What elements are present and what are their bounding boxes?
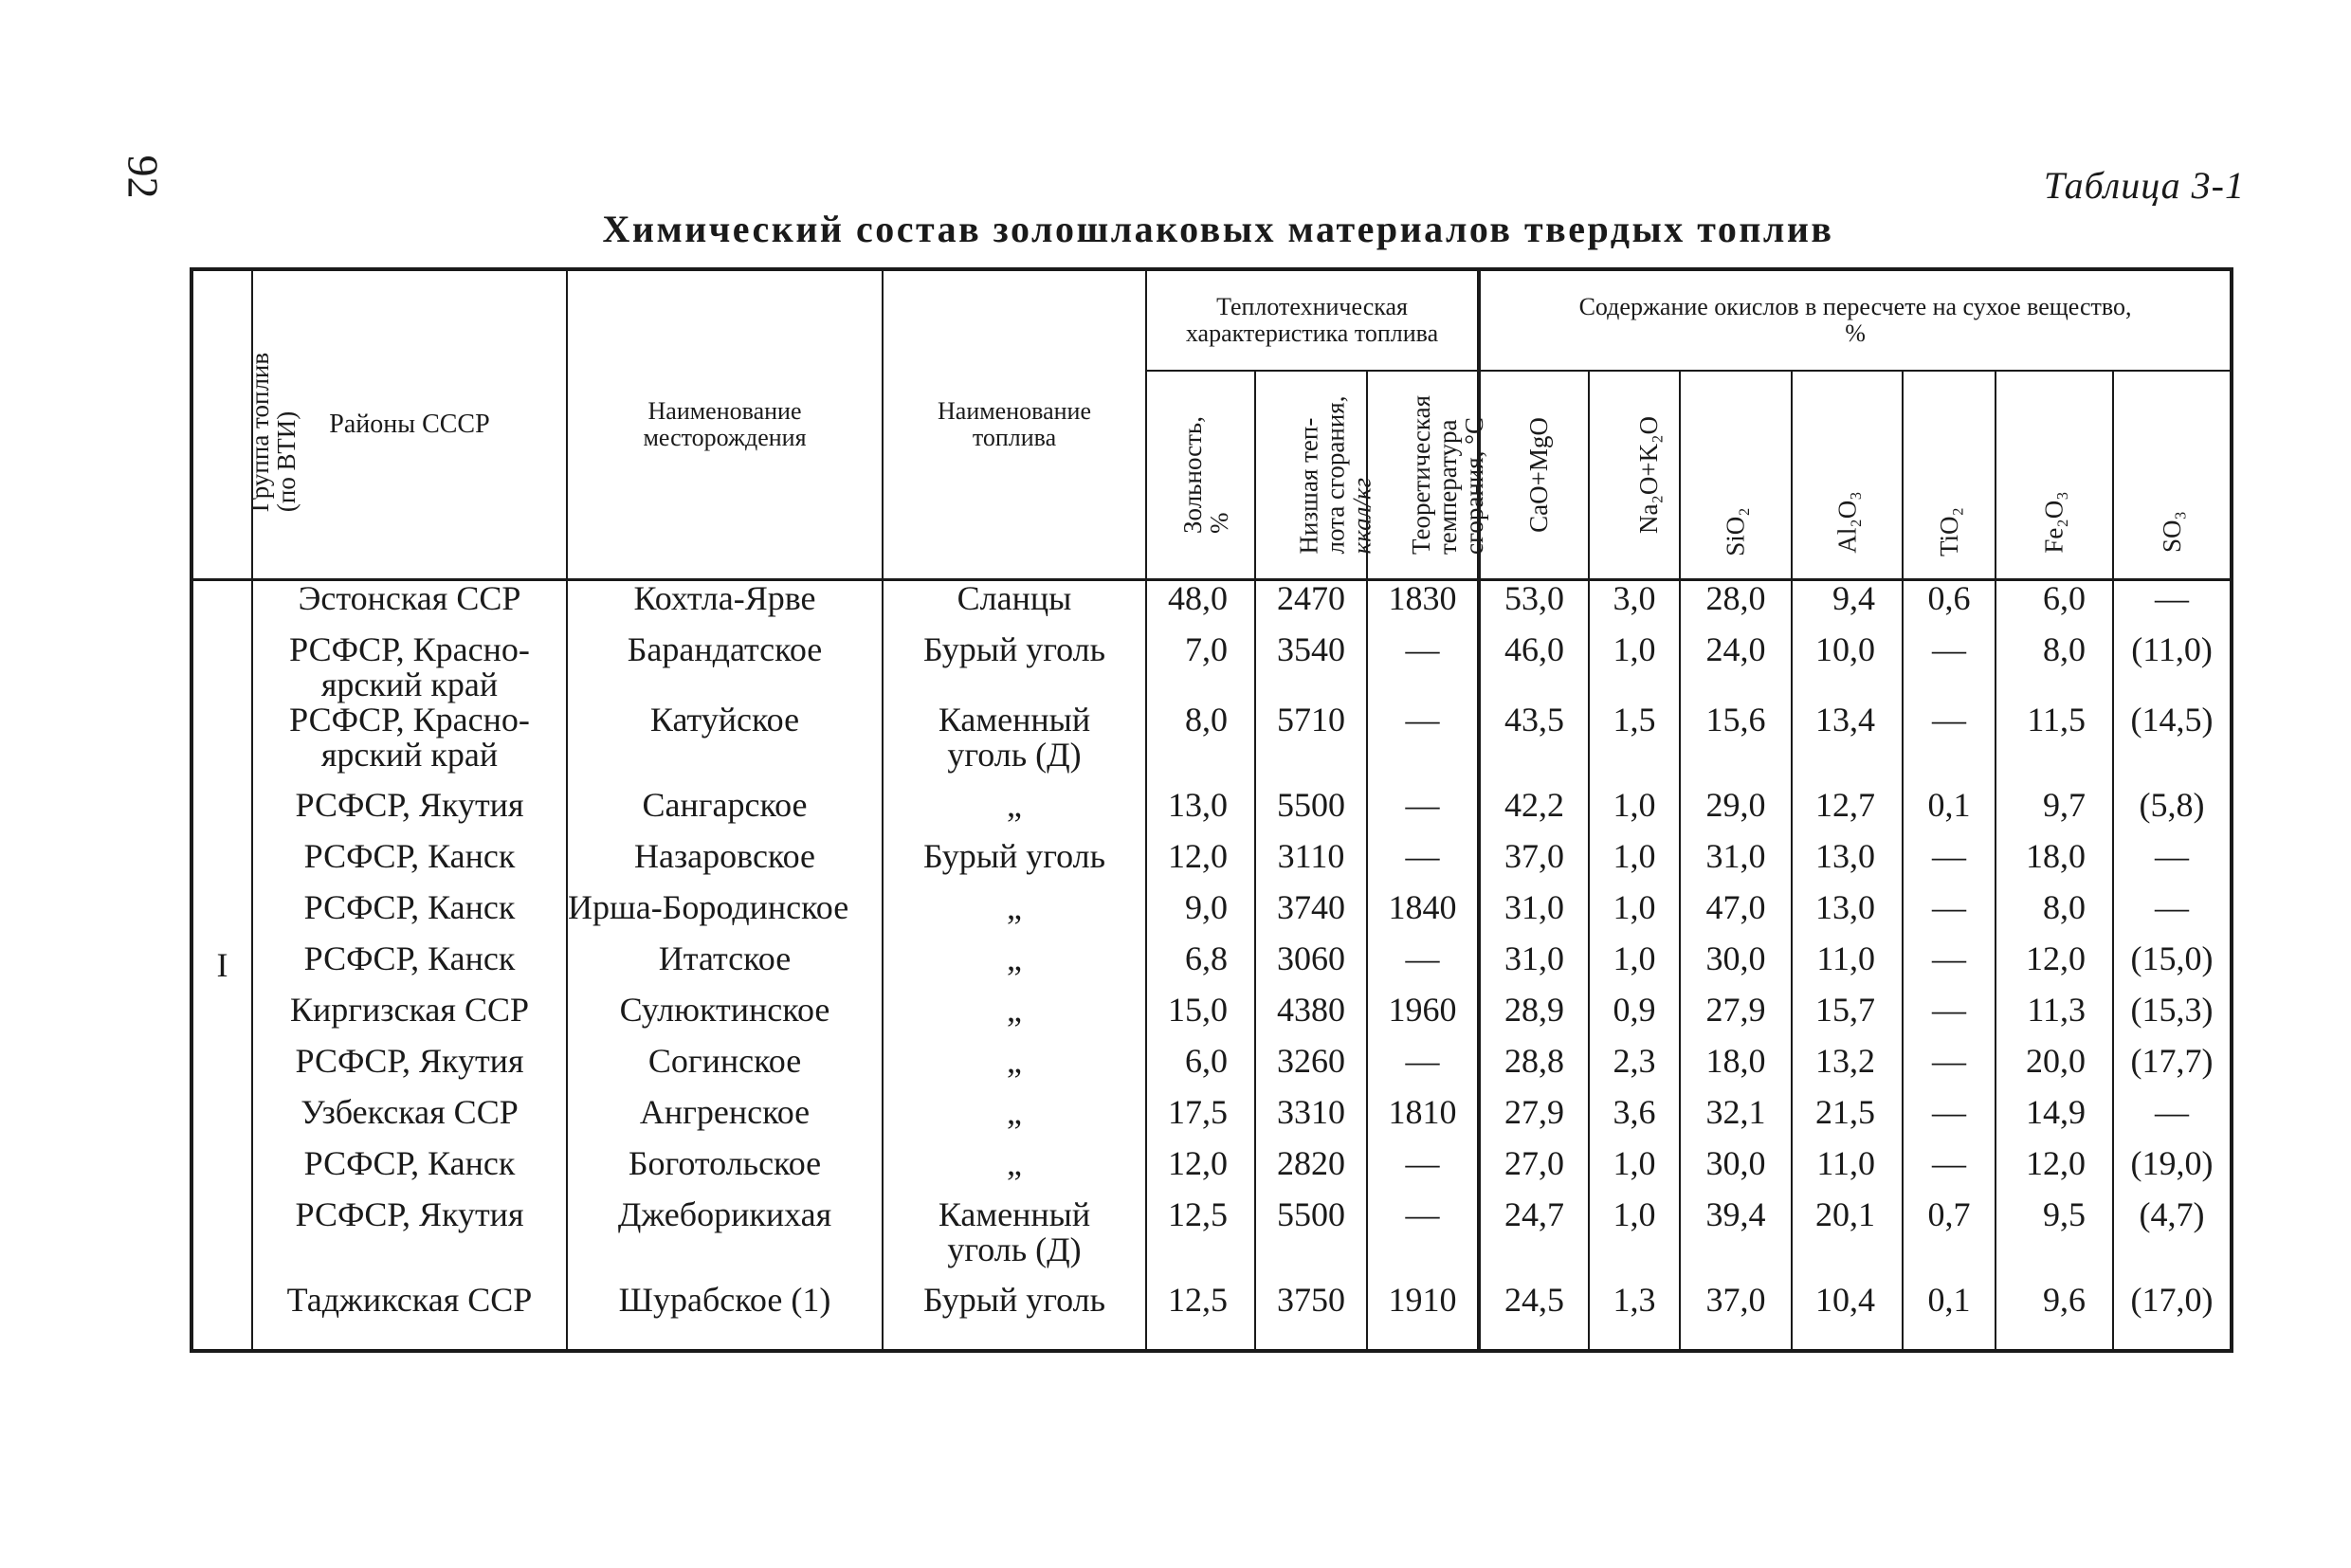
cell-ash: 12,0	[1146, 839, 1255, 890]
header-heat-line1: Низшая теп-	[1294, 417, 1323, 554]
cell-na2o: 3,0	[1589, 580, 1680, 633]
cell-heat: 3750	[1255, 1283, 1367, 1351]
cell-heat: 3540	[1255, 632, 1367, 702]
header-al2o3	[1792, 371, 1903, 580]
table-row	[191, 1146, 2232, 1197]
cell-fuel-line: уголь (Д)	[947, 736, 1082, 774]
cell-fuel	[883, 993, 1146, 1044]
cell-deposit	[567, 702, 883, 788]
header-oxides-line1: Содержание окислов в пересчете на сухое вещество,	[1578, 293, 2132, 320]
cell-ash: 48,0	[1146, 580, 1255, 633]
table-row	[191, 702, 2232, 788]
cell-tio2: —	[1903, 941, 1996, 993]
cell-region-line: ярский край	[320, 665, 499, 703]
cell-deposit	[567, 1095, 883, 1146]
cell-na2o: 1,5	[1589, 702, 1680, 788]
cell-al2o3: 10,0	[1792, 632, 1903, 702]
cell-deposit-text: Итатское	[658, 939, 792, 977]
cell-al2o3: 13,2	[1792, 1044, 1903, 1095]
cell-so3: —	[2113, 839, 2232, 890]
cell-na2o: 1,0	[1589, 788, 1680, 839]
cell-fuel	[883, 1095, 1146, 1146]
table-row	[191, 993, 2232, 1044]
header-group	[191, 269, 301, 580]
cell-sio2: 15,6	[1680, 702, 1792, 788]
cell-deposit-text: Джеборикихая	[617, 1195, 832, 1233]
cell-so3: (15,3)	[2113, 993, 2232, 1044]
cell-na2o: 1,0	[1589, 1146, 1680, 1197]
cell-region-line: РСФСР, Якутия	[295, 1042, 524, 1080]
header-na2o-label: Na₂O+K₂O	[1634, 415, 1664, 534]
cell-region-line: РСФСР, Якутия	[295, 1195, 524, 1233]
cell-ash: 12,5	[1146, 1197, 1255, 1283]
header-cao-label: CaO+MgO	[1523, 416, 1553, 533]
cell-sio2: 30,0	[1680, 941, 1792, 993]
cell-so3: —	[2113, 890, 2232, 941]
header-heat-line3: ккал/кг	[1347, 477, 1376, 554]
cell-fe2o3: 8,0	[1996, 890, 2113, 941]
header-temp	[1367, 371, 1489, 580]
cell-region-line: РСФСР, Красно-	[289, 630, 530, 668]
cell-fe2o3: 12,0	[1996, 941, 2113, 993]
cell-cao: 42,2	[1479, 788, 1589, 839]
cell-ash: 7,0	[1146, 632, 1255, 702]
cell-sio2: 47,0	[1680, 890, 1792, 941]
cell-fuel-line: уголь (Д)	[947, 1231, 1082, 1268]
header-thermo-group	[1146, 269, 1479, 371]
cell-cao: 24,7	[1479, 1197, 1589, 1283]
header-al2o3-label: Al₂O₃	[1832, 490, 1862, 554]
table-row	[191, 1095, 2232, 1146]
cell-so3: (4,7)	[2113, 1197, 2232, 1283]
cell-tio2: —	[1903, 1095, 1996, 1146]
cell-ash: 15,0	[1146, 993, 1255, 1044]
cell-temp: —	[1367, 839, 1479, 890]
cell-cao: 31,0	[1479, 890, 1589, 941]
header-deposit-line2: месторождения	[643, 424, 807, 451]
cell-ash: 12,5	[1146, 1283, 1255, 1351]
cell-region-line: Узбекская ССР	[301, 1093, 519, 1131]
cell-fuel	[883, 702, 1146, 788]
cell-fe2o3: 18,0	[1996, 839, 2113, 890]
header-sio2-label: SiO₂	[1722, 506, 1751, 556]
cell-region	[252, 839, 567, 890]
cell-sio2: 32,1	[1680, 1095, 1792, 1146]
cell-na2o: 1,0	[1589, 1197, 1680, 1283]
cell-temp: —	[1367, 788, 1479, 839]
cell-deposit-text: Барандатское	[627, 630, 823, 668]
cell-region-line: РСФСР, Канск	[303, 1144, 516, 1182]
cell-fuel	[883, 1146, 1146, 1197]
cell-ash: 6,0	[1146, 1044, 1255, 1095]
page-number: 92	[118, 155, 168, 199]
cell-temp: 1960	[1367, 993, 1479, 1044]
cell-deposit	[567, 1283, 883, 1351]
cell-region	[252, 1044, 567, 1095]
cell-cao: 28,8	[1479, 1044, 1589, 1095]
cell-fuel	[883, 839, 1146, 890]
header-deposit	[567, 269, 883, 580]
cell-ash: 17,5	[1146, 1095, 1255, 1146]
cell-tio2: —	[1903, 702, 1996, 788]
cell-heat: 5500	[1255, 788, 1367, 839]
cell-na2o: 0,9	[1589, 993, 1680, 1044]
header-deposit-line1: Наименование	[647, 397, 802, 425]
cell-fuel	[883, 1197, 1146, 1283]
cell-sio2: 18,0	[1680, 1044, 1792, 1095]
cell-sio2: 30,0	[1680, 1146, 1792, 1197]
cell-tio2: 0,6	[1903, 580, 1996, 633]
header-oxides-line2: %	[1845, 319, 1866, 347]
header-fe2o3-label: Fe₂O₃	[2040, 490, 2069, 554]
cell-fuel	[883, 580, 1146, 633]
cell-deposit	[567, 941, 883, 993]
cell-fuel	[883, 941, 1146, 993]
cell-fe2o3: 11,3	[1996, 993, 2113, 1044]
cell-sio2: 37,0	[1680, 1283, 1792, 1351]
cell-cao: 37,0	[1479, 839, 1589, 890]
cell-deposit-text: Сангарское	[642, 786, 808, 824]
cell-tio2: —	[1903, 890, 1996, 941]
cell-ash: 12,0	[1146, 1146, 1255, 1197]
cell-fe2o3: 6,0	[1996, 580, 2113, 633]
cell-region	[252, 580, 567, 633]
cell-region	[252, 1283, 567, 1351]
cell-tio2: —	[1903, 1044, 1996, 1095]
cell-fuel-line: Каменный	[938, 1195, 1091, 1233]
cell-tio2: —	[1903, 632, 1996, 702]
cell-heat: 3740	[1255, 890, 1367, 941]
cell-region-line: Эстонская ССР	[298, 579, 521, 617]
cell-so3: —	[2113, 1095, 2232, 1146]
cell-fuel	[883, 890, 1146, 941]
table-body	[191, 580, 2232, 1352]
cell-tio2: —	[1903, 1146, 1996, 1197]
cell-region-line: РСФСР, Якутия	[295, 786, 524, 824]
cell-fuel	[883, 1044, 1146, 1095]
cell-sio2: 39,4	[1680, 1197, 1792, 1283]
header-ash-line1: Зольность,	[1177, 415, 1207, 534]
cell-al2o3: 13,4	[1792, 702, 1903, 788]
cell-temp: 1910	[1367, 1283, 1479, 1351]
cell-fuel-line: „	[1007, 991, 1022, 1029]
cell-temp: —	[1367, 1197, 1479, 1283]
cell-heat: 3060	[1255, 941, 1367, 993]
cell-fe2o3: 9,7	[1996, 788, 2113, 839]
header-fe2o3	[1996, 371, 2113, 580]
cell-deposit	[567, 1146, 883, 1197]
header-group-line1: Группа топлив	[246, 352, 275, 512]
group-label: I	[191, 580, 252, 1352]
cell-al2o3: 21,5	[1792, 1095, 1903, 1146]
cell-deposit	[567, 1044, 883, 1095]
cell-region-line: ярский край	[320, 736, 499, 774]
cell-fe2o3: 9,6	[1996, 1283, 2113, 1351]
cell-cao: 27,9	[1479, 1095, 1589, 1146]
table-row	[191, 1197, 2232, 1283]
cell-region-line: РСФСР, Канск	[303, 939, 516, 977]
cell-deposit-text: Шурабское (1)	[618, 1281, 831, 1319]
cell-so3: (19,0)	[2113, 1146, 2232, 1197]
cell-deposit-text: Кохтла-Ярве	[633, 579, 816, 617]
cell-al2o3: 12,7	[1792, 788, 1903, 839]
cell-deposit-text: Боготольское	[628, 1144, 822, 1182]
cell-cao: 43,5	[1479, 702, 1589, 788]
cell-deposit-text: Согинское	[647, 1042, 802, 1080]
table-row	[191, 788, 2232, 839]
cell-fe2o3: 20,0	[1996, 1044, 2113, 1095]
cell-fuel	[883, 788, 1146, 839]
cell-region-line: Киргизская ССР	[289, 991, 530, 1029]
cell-temp: —	[1367, 632, 1479, 702]
cell-deposit-text: Назаровское	[633, 837, 816, 875]
cell-deposit	[567, 632, 883, 702]
cell-temp: —	[1367, 1044, 1479, 1095]
cell-region	[252, 993, 567, 1044]
header-tio2-label: TiO₂	[1935, 506, 1964, 556]
cell-heat: 4380	[1255, 993, 1367, 1044]
header-heat-line2: лота сгорания,	[1321, 395, 1350, 554]
cell-deposit	[567, 1197, 883, 1283]
cell-fuel-line: „	[1007, 1144, 1022, 1182]
cell-fuel-line: „	[1007, 939, 1022, 977]
header-fuel-line2: топлива	[972, 424, 1057, 451]
cell-sio2: 31,0	[1680, 839, 1792, 890]
cell-so3: (11,0)	[2113, 632, 2232, 702]
cell-region	[252, 702, 567, 788]
cell-sio2: 27,9	[1680, 993, 1792, 1044]
cell-sio2: 29,0	[1680, 788, 1792, 839]
cell-region-line: РСФСР, Канск	[303, 837, 516, 875]
cell-temp: —	[1367, 702, 1479, 788]
table-row	[191, 580, 2232, 633]
data-table-container	[190, 267, 2230, 1409]
cell-deposit-text: Ангренское	[639, 1093, 811, 1131]
cell-cao: 28,9	[1479, 993, 1589, 1044]
cell-so3: (17,0)	[2113, 1283, 2232, 1351]
table-label: Таблица 3-1	[2043, 164, 2245, 207]
cell-tio2: —	[1903, 839, 1996, 890]
header-so3	[2113, 371, 2232, 580]
cell-fe2o3: 14,9	[1996, 1095, 2113, 1146]
cell-heat: 5500	[1255, 1197, 1367, 1283]
cell-heat: 3260	[1255, 1044, 1367, 1095]
cell-cao: 27,0	[1479, 1146, 1589, 1197]
cell-heat: 2820	[1255, 1146, 1367, 1197]
cell-na2o: 1,0	[1589, 941, 1680, 993]
cell-temp: 1830	[1367, 580, 1479, 633]
cell-ash: 13,0	[1146, 788, 1255, 839]
header-temp-line1: Теоретическая	[1407, 394, 1436, 555]
cell-region	[252, 1146, 567, 1197]
cell-fuel-line: „	[1007, 1042, 1022, 1080]
header-cao	[1479, 371, 1589, 580]
cell-sio2: 24,0	[1680, 632, 1792, 702]
cell-fuel-line: Каменный	[938, 701, 1091, 738]
cell-ash: 9,0	[1146, 890, 1255, 941]
cell-region	[252, 1095, 567, 1146]
header-fuel-line1: Наименование	[938, 397, 1091, 425]
header-temp-line2: температура	[1433, 418, 1463, 555]
cell-tio2: —	[1903, 993, 1996, 1044]
cell-fe2o3: 12,0	[1996, 1146, 2113, 1197]
cell-heat: 3310	[1255, 1095, 1367, 1146]
cell-fuel-line: „	[1007, 888, 1022, 926]
cell-fuel-line: „	[1007, 1093, 1022, 1131]
cell-region	[252, 632, 567, 702]
cell-fuel-line: Сланцы	[957, 579, 1072, 617]
cell-region-line: РСФСР, Красно-	[289, 701, 530, 738]
cell-al2o3: 9,4	[1792, 580, 1903, 633]
table-row	[191, 632, 2232, 702]
cell-temp: —	[1367, 1146, 1479, 1197]
cell-temp: 1810	[1367, 1095, 1479, 1146]
table-row	[191, 890, 2232, 941]
cell-fe2o3: 8,0	[1996, 632, 2113, 702]
cell-na2o: 1,0	[1589, 839, 1680, 890]
header-thermo-line2: характеристика топлива	[1185, 319, 1439, 347]
cell-deposit-text: Сулюктинское	[619, 991, 830, 1029]
cell-na2o: 3,6	[1589, 1095, 1680, 1146]
header-sio2	[1680, 371, 1792, 580]
cell-na2o: 1,3	[1589, 1283, 1680, 1351]
header-fuel	[883, 269, 1146, 580]
page-title: Химический состав золошлаковых материалов твердых топлив	[602, 208, 1834, 250]
cell-na2o: 1,0	[1589, 632, 1680, 702]
cell-deposit	[567, 788, 883, 839]
data-table	[190, 267, 2233, 1353]
cell-fuel	[883, 1283, 1146, 1351]
cell-temp: —	[1367, 941, 1479, 993]
cell-al2o3: 11,0	[1792, 1146, 1903, 1197]
header-ash-line2: %	[1204, 511, 1233, 534]
cell-sio2: 28,0	[1680, 580, 1792, 633]
cell-al2o3: 13,0	[1792, 839, 1903, 890]
cell-temp: 1840	[1367, 890, 1479, 941]
cell-tio2: 0,1	[1903, 1283, 1996, 1351]
table-row	[191, 941, 2232, 993]
cell-cao: 53,0	[1479, 580, 1589, 633]
table-row	[191, 1044, 2232, 1095]
cell-fe2o3: 9,5	[1996, 1197, 2113, 1283]
cell-na2o: 1,0	[1589, 890, 1680, 941]
cell-so3: (14,5)	[2113, 702, 2232, 788]
header-region: Районы СССР	[252, 269, 567, 580]
cell-region-line: РСФСР, Канск	[303, 888, 516, 926]
cell-heat: 5710	[1255, 702, 1367, 788]
header-ash	[1146, 371, 1255, 580]
cell-al2o3: 11,0	[1792, 941, 1903, 993]
cell-al2o3: 13,0	[1792, 890, 1903, 941]
cell-al2o3: 20,1	[1792, 1197, 1903, 1283]
cell-fe2o3: 11,5	[1996, 702, 2113, 788]
cell-ash: 8,0	[1146, 702, 1255, 788]
cell-so3: —	[2113, 580, 2232, 633]
header-tio2	[1903, 371, 1996, 580]
cell-so3: (17,7)	[2113, 1044, 2232, 1095]
cell-fuel-line: Бурый уголь	[922, 837, 1105, 875]
cell-deposit	[567, 839, 883, 890]
cell-region-line: Таджикская ССР	[286, 1281, 533, 1319]
cell-fuel-line: Бурый уголь	[922, 1281, 1105, 1319]
cell-ash: 6,8	[1146, 941, 1255, 993]
cell-fuel	[883, 632, 1146, 702]
cell-al2o3: 10,4	[1792, 1283, 1903, 1351]
cell-deposit-text: Катуйское	[649, 701, 800, 738]
header-temp-line3: сгорания, °C	[1460, 416, 1489, 555]
cell-so3: (15,0)	[2113, 941, 2232, 993]
header-group-line2: (по ВТИ)	[272, 410, 301, 512]
cell-region	[252, 1197, 567, 1283]
cell-heat: 2470	[1255, 580, 1367, 633]
table-row	[191, 839, 2232, 890]
header-oxides-group	[1479, 269, 2232, 371]
cell-heat: 3110	[1255, 839, 1367, 890]
cell-region	[252, 941, 567, 993]
cell-fuel-line: Бурый уголь	[922, 630, 1105, 668]
cell-region	[252, 788, 567, 839]
cell-so3: (5,8)	[2113, 788, 2232, 839]
cell-region	[252, 890, 567, 941]
cell-deposit	[567, 993, 883, 1044]
header-na2o	[1589, 371, 1680, 580]
header-so3-label: SO₃	[2158, 510, 2187, 553]
cell-na2o: 2,3	[1589, 1044, 1680, 1095]
table-row	[191, 1283, 2232, 1351]
cell-deposit-text: Ирша-Бородинское	[568, 888, 849, 926]
cell-fuel-line: „	[1007, 786, 1022, 824]
cell-al2o3: 15,7	[1792, 993, 1903, 1044]
cell-cao: 46,0	[1479, 632, 1589, 702]
cell-deposit	[567, 890, 883, 941]
cell-deposit	[567, 580, 883, 633]
cell-cao: 24,5	[1479, 1283, 1589, 1351]
cell-tio2: 0,1	[1903, 788, 1996, 839]
header-thermo-line1: Теплотехническая	[1216, 293, 1408, 320]
cell-tio2: 0,7	[1903, 1197, 1996, 1283]
header-heat	[1255, 371, 1376, 580]
cell-cao: 31,0	[1479, 941, 1589, 993]
